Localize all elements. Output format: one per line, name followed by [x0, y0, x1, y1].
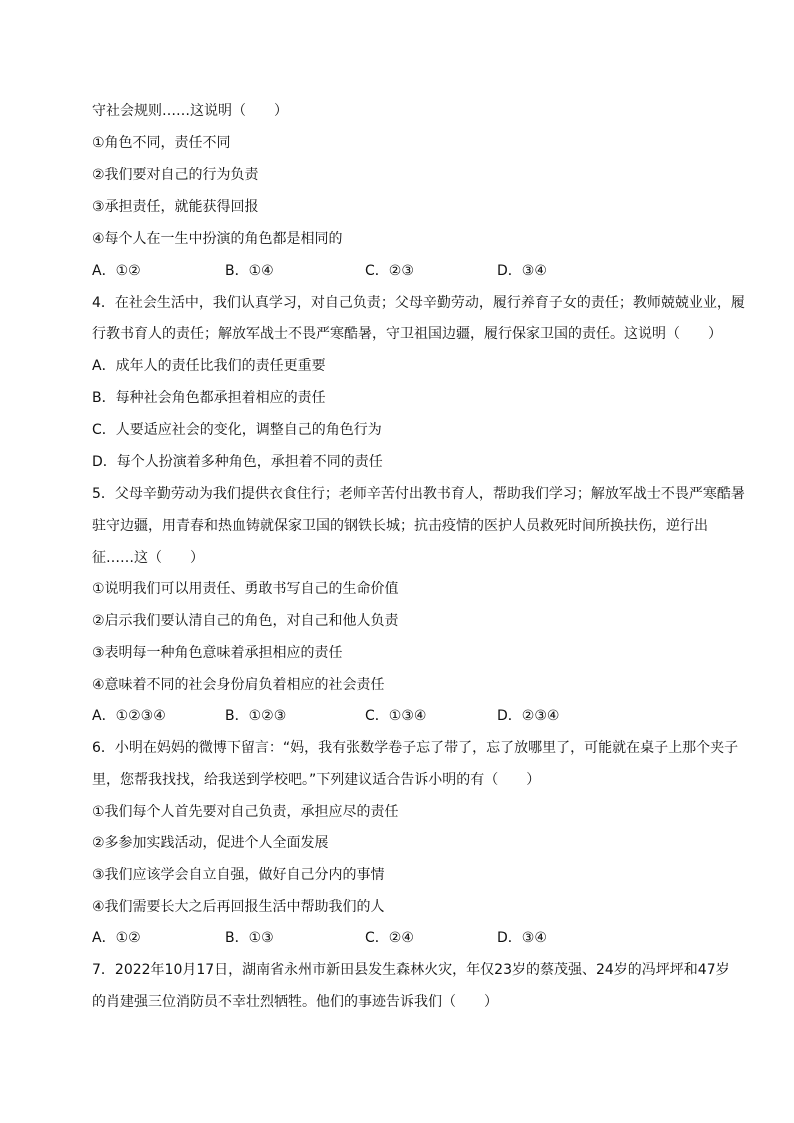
q7-stem-line-2: 的肖建强三位消防员不幸壮烈牺牲。他们的事迹告诉我们（ ）	[92, 994, 498, 1010]
q7-stem-line-1: 7．2022年10月17日，湖南省永州市新田县发生森林火灾，年仅23岁的蔡茂强、24岁的冯坪坪和47岁	[92, 962, 730, 978]
q5-statement-2: ②启示我们要认清自己的角色，对自己和他人负责	[92, 613, 399, 629]
q6-stem-line-1: 6．小明在妈妈的微博下留言：“妈，我有张数学卷子忘了带了，忘了放哪里了，可能就在桌子上那个夹子	[92, 740, 739, 756]
q5-stem-line-2: 驻守边疆，用青春和热血铸就保家卫国的钢铁长城；抗击疫情的医护人员救死时间所换扶伤，逆行出	[92, 518, 708, 534]
q6-option-b[interactable]: B．①③	[225, 930, 274, 946]
q3-option-b[interactable]: B．①④	[225, 263, 274, 279]
q5-option-a[interactable]: A．①②③④	[92, 708, 166, 724]
q3-statement-3: ③承担责任，就能获得回报	[92, 199, 259, 215]
q3-option-c[interactable]: C．②③	[365, 263, 414, 279]
q5-option-c[interactable]: C．①③④	[365, 708, 427, 724]
q4-stem-line-2: 行教书育人的责任；解放军战士不畏严寒酷暑，守卫祖国边疆，履行保家卫国的责任。这说明（ ）	[92, 326, 722, 342]
q4-option-a[interactable]: A．成年人的责任比我们的责任更重要	[92, 358, 326, 374]
q3-option-d[interactable]: D．③④	[497, 263, 547, 279]
q3-statement-4: ④每个人在一生中扮演的角色都是相同的	[92, 231, 343, 247]
q3-option-a[interactable]: A．①②	[92, 263, 141, 279]
q4-stem-line-1: 4．在社会生活中，我们认真学习，对自己负责；父母辛勤劳动，履行养育子女的责任；教师兢兢业业，履	[92, 295, 745, 311]
q3-statement-1: ①角色不同，责任不同	[92, 135, 231, 151]
q5-stem-line-3: 征……这（ ）	[92, 550, 204, 566]
q5-option-d[interactable]: D．②③④	[497, 708, 560, 724]
q4-option-c[interactable]: C．人要适应社会的变化，调整自己的角色行为	[92, 422, 382, 438]
q5-stem-line-1: 5．父母辛勤劳动为我们提供衣食住行；老师辛苦付出教书育人，帮助我们学习；解放军战士不畏严寒酷暑	[92, 486, 745, 502]
q5-option-b[interactable]: B．①②③	[225, 708, 287, 724]
q5-statement-1: ①说明我们可以用责任、勇敢书写自己的生命价值	[92, 581, 399, 597]
q6-stem-line-2: 里，您帮我找找，给我送到学校吧。”下列建议适合告诉小明的有（ ）	[92, 772, 541, 788]
q3-statement-2: ②我们要对自己的行为负责	[92, 167, 259, 183]
q6-option-d[interactable]: D．③④	[497, 930, 547, 946]
q4-option-b[interactable]: B．每种社会角色都承担着相应的责任	[92, 390, 326, 406]
q6-option-c[interactable]: C．②④	[365, 930, 414, 946]
q6-statement-1: ①我们每个人首先要对自己负责，承担应尽的责任	[92, 804, 399, 820]
q6-statement-2: ②多参加实践活动，促进个人全面发展	[92, 835, 329, 851]
q6-option-a[interactable]: A．①②	[92, 930, 141, 946]
q5-statement-4: ④意味着不同的社会身份肩负着相应的社会责任	[92, 677, 385, 693]
q6-statement-4: ④我们需要长大之后再回报生活中帮助我们的人	[92, 899, 385, 915]
q5-statement-3: ③表明每一种角色意味着承担相应的责任	[92, 645, 343, 661]
q6-statement-3: ③我们应该学会自立自强，做好自己分内的事情	[92, 867, 385, 883]
q4-option-d[interactable]: D．每个人扮演着多种角色，承担着不同的责任	[92, 454, 383, 470]
q3-stem-tail: 守社会规则……这说明（ ）	[92, 103, 288, 119]
